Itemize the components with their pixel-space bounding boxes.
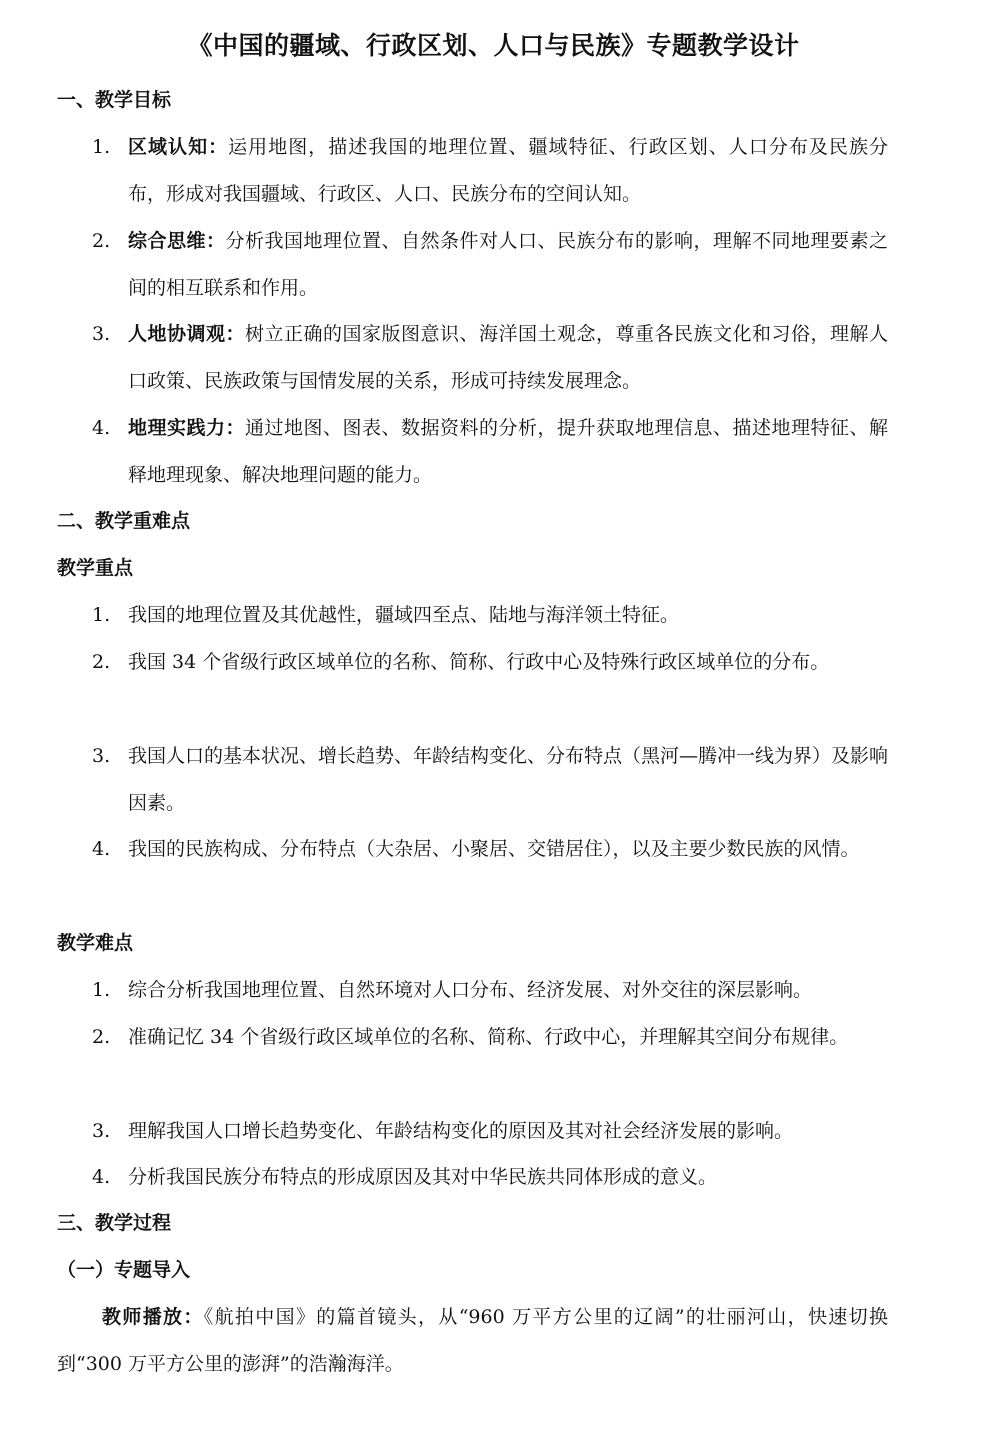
item-label: 综合思维：: [128, 230, 226, 252]
paragraph-label: 教师播放：: [102, 1306, 204, 1328]
objective-item: [92, 311, 888, 405]
section-heading-objectives: 一、教学目标: [57, 89, 172, 111]
item-number: 2.: [92, 230, 111, 252]
key-point-item: [92, 639, 888, 686]
item-number: 1.: [92, 136, 111, 158]
item-label: 区域认知：: [128, 136, 229, 158]
difficulty-item: [92, 1154, 888, 1201]
item-number: 3.: [92, 745, 111, 767]
key-point-item: [92, 592, 888, 639]
item-number: 4.: [92, 417, 111, 439]
objective-item: [92, 124, 888, 218]
item-number: 4.: [92, 838, 111, 860]
objective-item: [92, 218, 888, 312]
item-label: 人地协调观：: [128, 323, 245, 345]
item-label: 地理实践力：: [128, 417, 245, 439]
objective-item: [92, 405, 888, 499]
item-text: 分析我国民族分布特点的形成原因及其对中华民族共同体形成的意义。: [128, 1166, 718, 1188]
key-point-item: [92, 826, 888, 873]
key-point-item: [92, 733, 888, 827]
item-number: 3.: [92, 323, 111, 345]
item-number: 2.: [92, 1026, 111, 1048]
subheading-intro: （一）专题导入: [57, 1259, 191, 1281]
intro-paragraph: [57, 1294, 888, 1388]
difficulty-item: [92, 967, 888, 1014]
document-title: 《中国的疆域、行政区划、人口与民族》专题教学设计: [187, 31, 800, 60]
item-number: 3.: [92, 1120, 111, 1142]
subheading-difficulties: 教学难点: [57, 932, 134, 954]
item-text: 综合分析我国地理位置、自然环境对人口分布、经济发展、对外交往的深层影响。: [128, 979, 813, 1001]
difficulty-item: [92, 1108, 888, 1155]
item-text: 通过地图、图表、数据资料的分析，提升获取地理信息、描述地理特征、解释地理现象、解决地理问题的能力。: [128, 417, 888, 486]
item-text: 准确记忆 34 个省级行政区域单位的名称、简称、行政中心，并理解其空间分布规律。: [128, 1026, 849, 1048]
item-text: 我国 34 个省级行政区域单位的名称、简称、行政中心及特殊行政区域单位的分布。: [128, 651, 830, 673]
item-text: 我国人口的基本状况、增长趋势、年龄结构变化、分布特点（黑河—腾冲一线为界）及影响因素。: [128, 745, 889, 814]
paragraph-text: 《航拍中国》的篇首镜头，从“960 万平方公里的辽阔”的壮丽河山，快速切换到“300 万平方公里的澎湃”的浩瀚海洋。: [57, 1306, 888, 1375]
item-number: 4.: [92, 1166, 111, 1188]
item-text: 理解我国人口增长趋势变化、年龄结构变化的原因及其对社会经济发展的影响。: [128, 1120, 794, 1142]
subheading-key-points: 教学重点: [57, 557, 134, 579]
section-heading-process: 三、教学过程: [57, 1212, 172, 1234]
item-text: 我国的民族构成、分布特点（大杂居、小聚居、交错居住），以及主要少数民族的风情。: [128, 838, 860, 860]
item-number: 2.: [92, 651, 111, 673]
item-number: 1.: [92, 604, 111, 626]
item-number: 1.: [92, 979, 111, 1001]
item-text: 树立正确的国家版图意识、海洋国土观念，尊重各民族文化和习俗，理解人口政策、民族政策与国情发展的关系，形成可持续发展理念。: [128, 323, 888, 392]
item-text: 分析我国地理位置、自然条件对人口、民族分布的影响，理解不同地理要素之间的相互联系和作用。: [128, 230, 888, 299]
item-text: 运用地图，描述我国的地理位置、疆域特征、行政区划、人口分布及民族分布，形成对我国疆域、行政区、人口、民族分布的空间认知。: [128, 136, 888, 205]
section-heading-key-difficult: 二、教学重难点: [57, 510, 191, 532]
item-text: 我国的地理位置及其优越性，疆域四至点、陆地与海洋领土特征。: [128, 604, 680, 626]
difficulty-item: [92, 1014, 888, 1061]
